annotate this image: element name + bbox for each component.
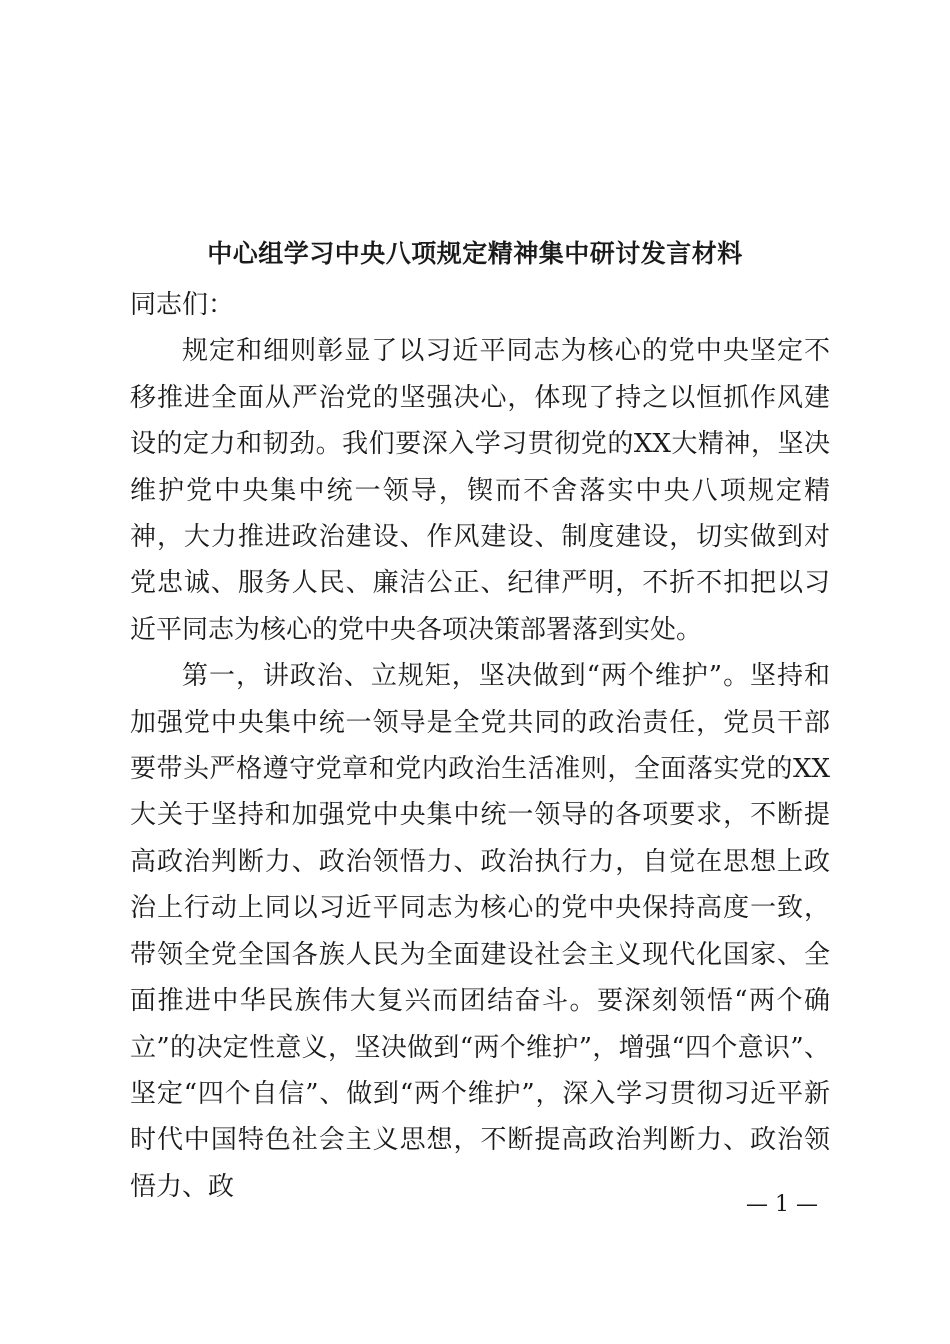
paragraph-first-point: 第一，讲政治、立规矩，坚决做到“两个维护”。坚持和加强党中央集中统一领导是全党共同的政治责任，党员干部要带头严格遵守党章和党内政治生活准则，全面落实党的XX大关于坚持和加强党中央集中统一领导的各项要求，不断提高政治判断力、政治领悟力、政治执行力，自觉在思想上政治上行动上同以习近平同志为核心的党中央保持高度一致，带领全党全国各族人民为全面建设社会主义现代化国家、全面推进中华民族伟大复兴而团结奋斗。要深刻领悟“两个确立”的决定性意义，坚决做到“两个维护”，增强“四个意识”、坚定“四个自信”、做到“两个维护”，深入学习贯彻习近平新时代中国特色社会主义思想，不断提高政治判断力、政治领悟力、政 <box>130 661 830 1202</box>
paragraph-intro: 规定和细则彰显了以习近平同志为核心的党中央坚定不移推进全面从严治党的坚强决心，体现了持之以恒抓作风建设的定力和韧劲。我们要深入学习贯彻党的XX大精神，坚决维护党中央集中统一领导，锲而不舍落实中央八项规定精神，大力推进政治建设、作风建设、制度建设，切实做到对党忠诚、服务人民、廉洁公正、纪律严明，不折不扣把以习近平同志为核心的党中央各项决策部署落到实处。 <box>130 336 830 645</box>
salutation: 同志们： <box>130 290 235 320</box>
page-number: — 1 — <box>746 1192 818 1217</box>
document-body <box>130 282 830 1210</box>
document-title: 中心组学习中央八项规定精神集中研讨发言材料 <box>207 239 743 268</box>
